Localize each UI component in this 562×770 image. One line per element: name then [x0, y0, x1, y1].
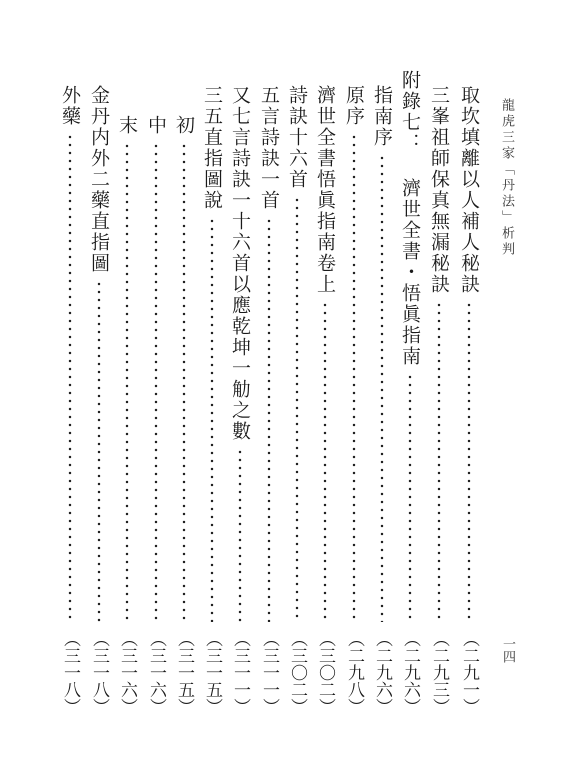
toc-entry[interactable] — [455, 0, 483, 770]
dot-leader — [323, 301, 327, 622]
toc-entry[interactable] — [85, 0, 113, 770]
toc-entry-page: （三一六） — [146, 630, 166, 715]
dot-leader — [97, 280, 101, 622]
toc-entry-page: （二九六） — [372, 630, 392, 715]
dot-leader — [210, 217, 214, 622]
dot-leader — [68, 133, 72, 622]
dot-leader — [467, 301, 471, 622]
toc-entry-page: （三一八） — [60, 630, 80, 715]
dot-leader — [437, 301, 441, 622]
toc-entry-page: （二九八） — [344, 630, 364, 715]
toc-entry-title: 外藥 — [59, 85, 81, 127]
toc-entry-title: 三峯祖師保真無漏秘訣 — [428, 85, 450, 295]
page-number: 一四 — [500, 637, 515, 663]
toc-entry-page: （三一八） — [89, 630, 109, 715]
toc-entry[interactable] — [198, 0, 226, 770]
dot-leader — [267, 217, 271, 622]
toc-entry-title: 附錄七： 濟世全書・悟眞指南 — [399, 70, 421, 367]
toc-entry[interactable] — [340, 0, 368, 770]
dot-leader — [408, 373, 412, 622]
toc-entry-title: 三五直指圖說 — [201, 85, 223, 211]
toc-entry[interactable] — [56, 0, 84, 770]
toc-entry-title: 中 — [145, 115, 167, 136]
running-header: 龍虎三家「丹法」析判 — [499, 98, 514, 258]
toc-entry-title: 濟世全書悟眞指南卷上 — [314, 85, 336, 295]
toc-entry-page: （三一五） — [174, 630, 194, 715]
toc-entry-title: 又七言詩訣一十六首以應乾坤一觔之數 — [229, 85, 251, 442]
toc-entry[interactable] — [170, 0, 198, 770]
dot-leader — [238, 448, 242, 622]
toc-entry-title: 詩訣十六首 — [286, 85, 308, 190]
toc-entry-page: （三一一） — [259, 630, 279, 715]
toc-entry-page: （三一一） — [230, 630, 250, 715]
dot-leader — [380, 154, 384, 622]
toc-entry-title: 取坎填離以人補人秘訣 — [458, 85, 480, 295]
toc-entry-title: 指南序 — [371, 85, 393, 148]
toc-entry-title: 初 — [173, 115, 195, 136]
toc-entry[interactable] — [226, 0, 254, 770]
dot-leader — [352, 133, 356, 622]
dot-leader — [154, 142, 158, 622]
toc-entry-page: （二九一） — [459, 630, 479, 715]
dot-leader — [125, 142, 129, 622]
toc-entry-page: （三一五） — [202, 630, 222, 715]
toc-entry[interactable] — [311, 0, 339, 770]
toc-entry-page: （三一六） — [117, 630, 137, 715]
toc-entry-page: （二九三） — [429, 630, 449, 715]
toc-entry-page: （三〇二） — [315, 630, 335, 715]
toc-entry-title: 原序 — [343, 85, 365, 127]
toc-entry[interactable] — [396, 0, 424, 770]
toc-entry-title: 末 — [116, 115, 138, 136]
toc-entry[interactable] — [425, 0, 453, 770]
toc-entry[interactable] — [283, 0, 311, 770]
toc-entry-page: （三〇二） — [287, 630, 307, 715]
toc-entry[interactable] — [113, 0, 141, 770]
dot-leader — [295, 196, 299, 622]
toc-entry-title: 金丹内外二藥直指圖 — [88, 85, 110, 274]
toc-entry[interactable] — [368, 0, 396, 770]
toc-entry[interactable] — [142, 0, 170, 770]
toc-entry-page: （二九六） — [400, 630, 420, 715]
dot-leader — [182, 142, 186, 622]
toc-entry-title: 五言詩訣一首 — [258, 85, 280, 211]
toc-entry[interactable] — [255, 0, 283, 770]
